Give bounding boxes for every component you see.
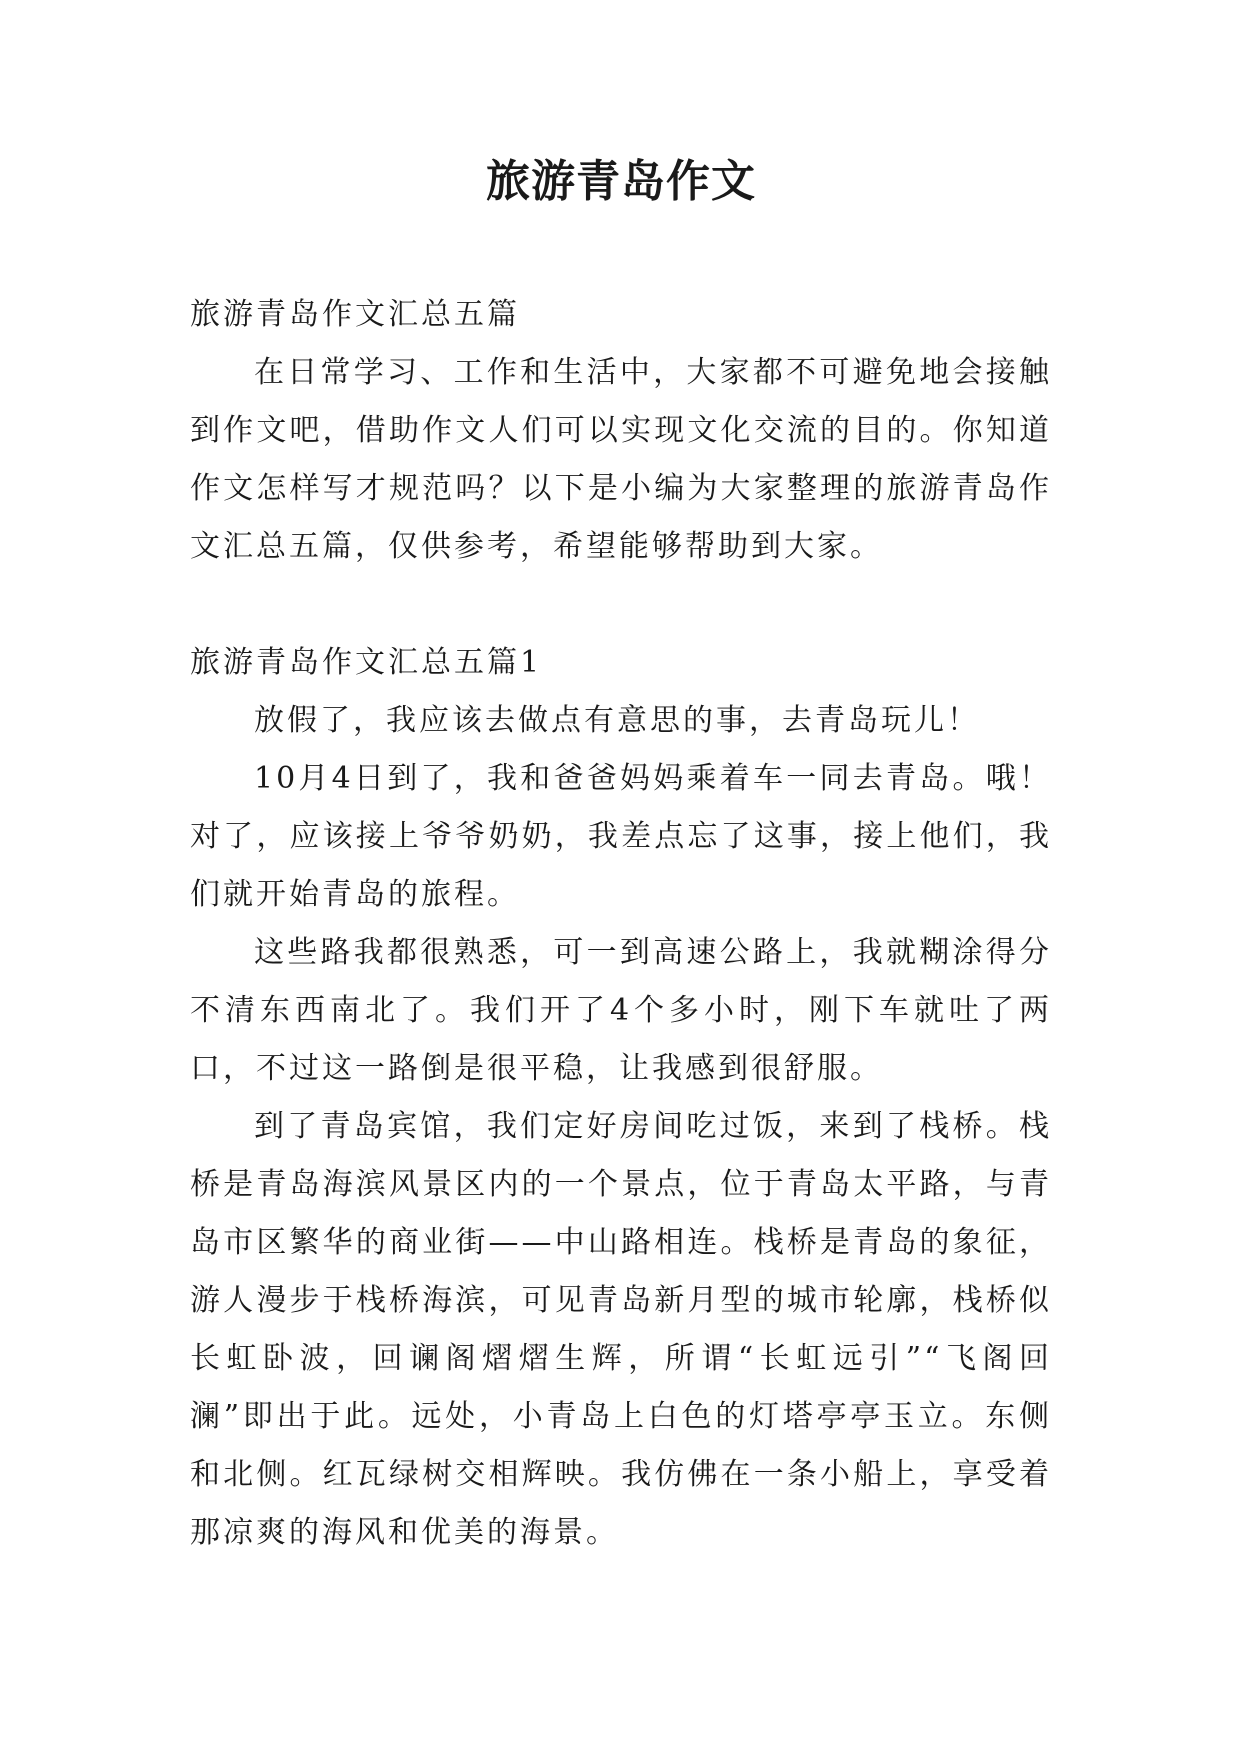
document-title: 旅游青岛作文 <box>486 156 756 207</box>
intro-heading: 旅游青岛作文汇总五篇 <box>190 297 520 332</box>
section1-paragraph-2: 10月4日到了，我和爸爸妈妈乘着车一同去青岛。哦！对了，应该接上爷爷奶奶，我差点忘了这事，接上他们，我们就开始青岛的旅程。 <box>190 761 1052 912</box>
section-spacer <box>190 576 1052 634</box>
document-body <box>190 286 1052 1562</box>
section1-paragraph-1: 放假了，我应该去做点有意思的事，去青岛玩儿！ <box>254 703 980 738</box>
intro-paragraph: 在日常学习、工作和生活中，大家都不可避免地会接触到作文吧，借助作文人们可以实现文化交流的目的。你知道作文怎样写才规范吗？以下是小编为大家整理的旅游青岛作文汇总五篇，仅供参考，希望能够帮助到大家。 <box>190 355 1052 564</box>
section1-paragraph-3: 这些路我都很熟悉，可一到高速公路上，我就糊涂得分不清东西南北了。我们开了4个多小时，刚下车就吐了两口，不过这一路倒是很平稳，让我感到很舒服。 <box>190 935 1052 1086</box>
section1-paragraph-4: 到了青岛宾馆，我们定好房间吃过饭，来到了栈桥。栈桥是青岛海滨风景区内的一个景点，位于青岛太平路，与青岛市区繁华的商业街——中山路相连。栈桥是青岛的象征，游人漫步于栈桥海滨，可见青岛新月型的城市轮廓，栈桥似长虹卧波，回谰阁熠熠生辉，所谓“长虹远引”“飞阁回澜”即出于此。远处，小青岛上白色的灯塔亭亭玉立。东侧和北侧。红瓦绿树交相辉映。我仿佛在一条小船上，享受着那凉爽的海风和优美的海景。 <box>190 1109 1052 1550</box>
section1-heading: 旅游青岛作文汇总五篇1 <box>190 645 543 680</box>
